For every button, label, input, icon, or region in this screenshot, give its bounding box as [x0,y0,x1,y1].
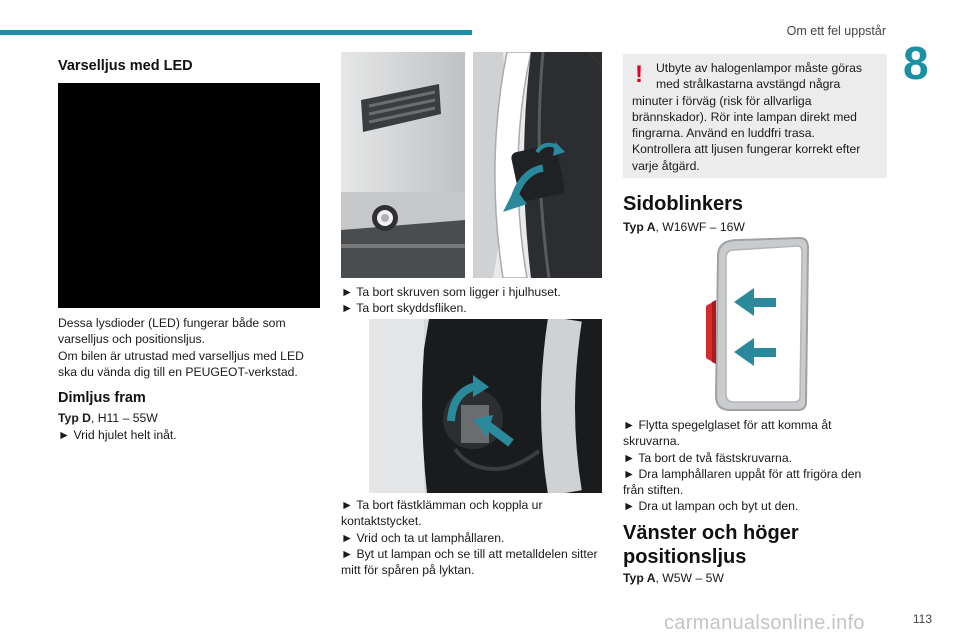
step-move-mirror: ► Flytta spegelglaset för att komma åt [623,418,832,432]
step-remove-clip: ► Ta bort fästklämman och koppla ur [341,498,543,512]
side-indicator-heading: Sidoblinkers [623,193,744,215]
position-type-label: Typ A [623,571,656,585]
fog-type-label: Typ D [58,411,91,425]
step-pull-holder-cont: från stiften. [623,483,684,498]
mirror-illustration [704,236,812,412]
warning-line: brännskador). Rör inte lampan direkt med [632,109,857,124]
bumper-illustration [341,52,465,278]
led-text-line: Om bilen är utrustad med varselljus med LED [58,348,304,363]
page-number: 113 [912,612,932,626]
led-image-placeholder [58,83,320,308]
warning-line: minuter i förväg (risk för allvarliga [632,93,812,108]
step-remove-flap: ► Ta bort skyddsfliken. [341,301,467,316]
led-text-line: Dessa lysdioder (LED) fungerar både som [58,316,286,330]
fog-heading: Dimljus fram [58,390,146,406]
led-heading: Varselljus med LED [58,58,193,74]
wheel-arch-illustration [473,52,602,278]
step-remove-clip-cont: kontaktstycket. [341,514,422,529]
step-replace-bulb: ► Byt ut lampan och se till att metalldelen sitter [341,546,598,561]
col2-steps-b [341,497,603,578]
step-pull-holder: ► Dra lamphållaren uppåt för att frigöra den [623,466,862,481]
warning-line: varje åtgärd. [632,158,700,173]
watermark: carmanualsonline.info [664,612,865,634]
lamp-holder-illustration [369,319,602,493]
step-remove-screws: ► Ta bort de två fästskruvarna. [623,450,792,465]
fog-step-1: ► Vrid hjulet helt inåt. [58,428,177,442]
position-light-heading-line2: positionsljus [623,546,747,568]
chapter-number: 8 [903,37,929,89]
side-type-label: Typ A [623,220,656,234]
side-steps [623,417,887,515]
side-type [623,219,887,235]
step-replace-bulb-cont: mitt för spåren på lyktan. [341,563,475,578]
led-text-line: ska du vända dig till en PEUGEOT-verkstad. [58,364,298,379]
led-description [58,315,320,380]
warning-line: Kontrollera att ljusen fungerar korrekt efter [632,142,861,157]
warning-text [632,60,879,174]
col2-steps-a [341,284,603,317]
step-move-mirror-cont: skruvarna. [623,434,680,449]
side-type-value: , W16WF – 16W [655,220,745,234]
warning-icon: ! [635,61,643,88]
led-text-line: varselljus och positionsljus. [58,332,205,347]
header-accent-bar [0,30,472,35]
warning-box [623,54,887,178]
warning-line: fingrarna. Använd en luddfri trasa. [632,126,815,141]
position-light-heading [623,521,799,569]
warning-line: med strålkastarna avstängd några [656,77,841,92]
fog-type [58,410,320,426]
position-light-heading-line1: Vänster och höger [623,522,799,544]
step-remove-screw: ► Ta bort skruven som ligger i hjulhuset. [341,285,561,299]
position-type [623,570,887,586]
step-replace-lamp: ► Dra ut lampan och byt ut den. [623,499,799,514]
section-title: Om ett fel uppstår [786,24,886,38]
position-type-value: , W5W – 5W [655,571,724,585]
step-turn-holder: ► Vrid och ta ut lamphållaren. [341,530,505,545]
warning-line: Utbyte av halogenlampor måste göras [656,61,862,75]
fog-type-value: , H11 – 55W [90,411,158,425]
